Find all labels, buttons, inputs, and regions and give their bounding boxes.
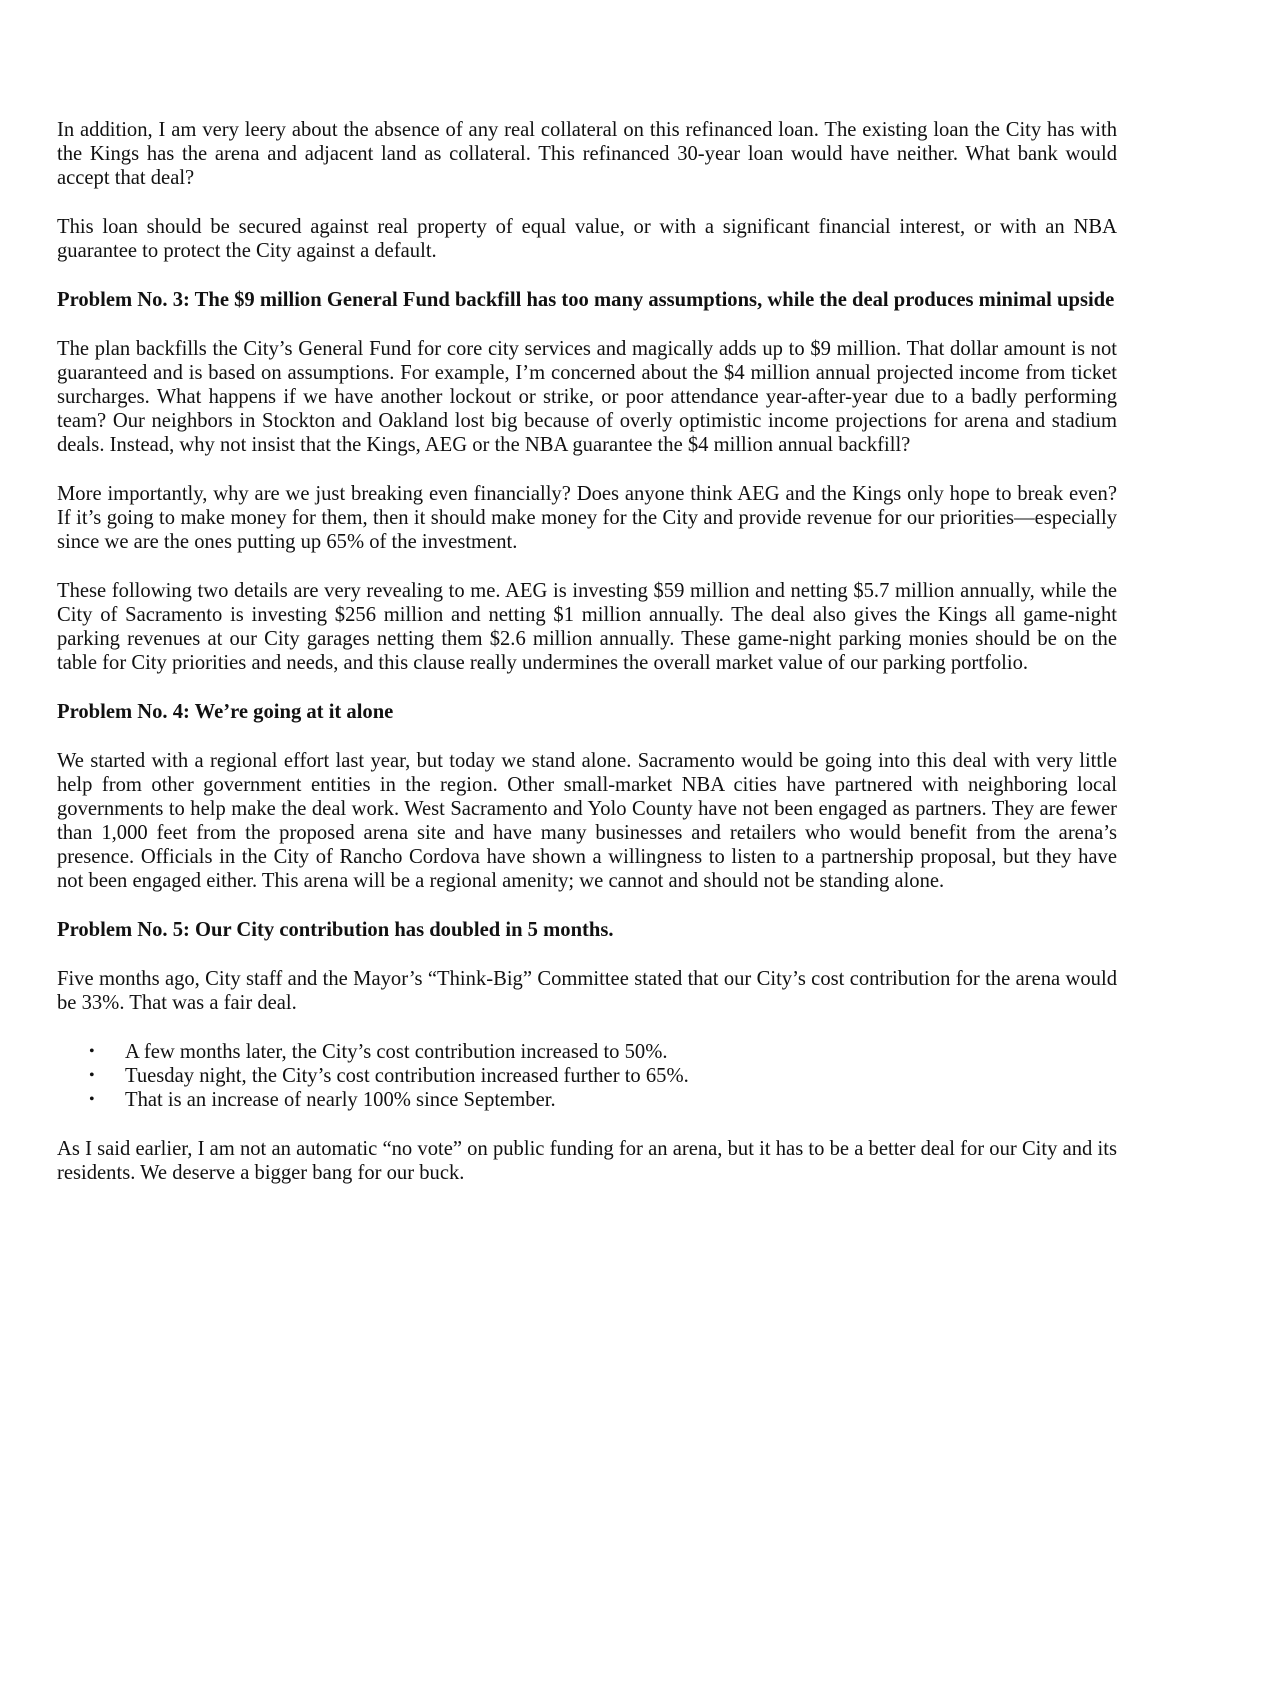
paragraph-revealing-details: These following two details are very revealing to me. AEG is investing $59 million and netting $5.7 million annually, while the City of Sacramento is investing $256 million and netting $1 million annually. The deal also gives the Kings all game-night parking revenues at our City garages netting them $2.6 million annually. These game-night parking monies should be on the table for City priorities and needs, and this clause really undermines the overall market value of our parking portfolio. [57, 580, 1117, 674]
list-item [57, 1064, 1117, 1088]
paragraph-breaking-even: More importantly, why are we just breaking even financially? Does anyone think AEG and the Kings only hope to break even? If it’s going to make money for them, then it should make money for the City and provide revenue for our priorities—especially since we are the ones putting up 65% of the investment. [57, 483, 1117, 553]
document-page [57, 118, 1117, 1210]
paragraph-five-months-ago: Five months ago, City staff and the Mayor’s “Think-Big” Committee stated that our City’s cost contribution for the arena would be 33%. That was a fair deal. [57, 968, 1117, 1014]
paragraph-closing: As I said earlier, I am not an automatic “no vote” on public funding for an arena, but it has to be a better deal for our City and its residents. We deserve a bigger bang for our buck. [57, 1138, 1117, 1184]
list-item [57, 1040, 1117, 1064]
heading-problem-5: Problem No. 5: Our City contribution has doubled in 5 months. [57, 919, 614, 941]
list-item-text: That is an increase of nearly 100% since September. [125, 1089, 556, 1111]
paragraph-loan-security: This loan should be secured against real property of equal value, or with a significant financial interest, or with an NBA guarantee to protect the City against a default. [57, 216, 1117, 262]
heading-problem-4: Problem No. 4: We’re going at it alone [57, 701, 394, 723]
paragraph-regional-effort: We started with a regional effort last year, but today we stand alone. Sacramento would be going into this deal with very little help from other government entities in the region. Other small-market NBA cities have partnered with neighboring local governments to help make the deal work. West Sacramento and Yolo County have not been engaged as partners. They are fewer than 1,000 feet from the proposed arena site and have many businesses and retailers who would benefit from the arena’s presence. Officials in the City of Rancho Cordova have shown a willingness to listen to a partnership proposal, but they have not been engaged either. This arena will be a regional amenity; we cannot and should not be standing alone. [57, 750, 1117, 892]
list-item-text: A few months later, the City’s cost contribution increased to 50%. [125, 1041, 668, 1063]
paragraph-general-fund-backfill: The plan backfills the City’s General Fund for core city services and magically adds up to $9 million. That dollar amount is not guaranteed and is based on assumptions. For example, I’m concerned about the $4 million annual projected income from ticket surcharges. What happens if we have another lockout or strike, or poor attendance year-after-year due to a badly performing team? Our neighbors in Stockton and Oakland lost big because of overly optimistic income projections for arena and stadium deals. Instead, why not insist that the Kings, AEG or the NBA guarantee the $4 million annual backfill? [57, 338, 1117, 456]
contribution-increase-list [57, 1040, 1117, 1112]
paragraph-collateral: In addition, I am very leery about the absence of any real collateral on this refinanced loan. The existing loan the City has with the Kings has the arena and adjacent land as collateral. This refinanced 30-year loan would have neither. What bank would accept that deal? [57, 119, 1117, 189]
list-item-text: Tuesday night, the City’s cost contribution increased further to 65%. [125, 1065, 689, 1087]
bullet-icon: • [89, 1043, 95, 1060]
bullet-icon: • [89, 1091, 95, 1108]
list-item [57, 1088, 1117, 1112]
bullet-icon: • [89, 1067, 95, 1084]
heading-problem-3: Problem No. 3: The $9 million General Fund backfill has too many assumptions, while the deal produces minimal upside [57, 289, 1115, 311]
